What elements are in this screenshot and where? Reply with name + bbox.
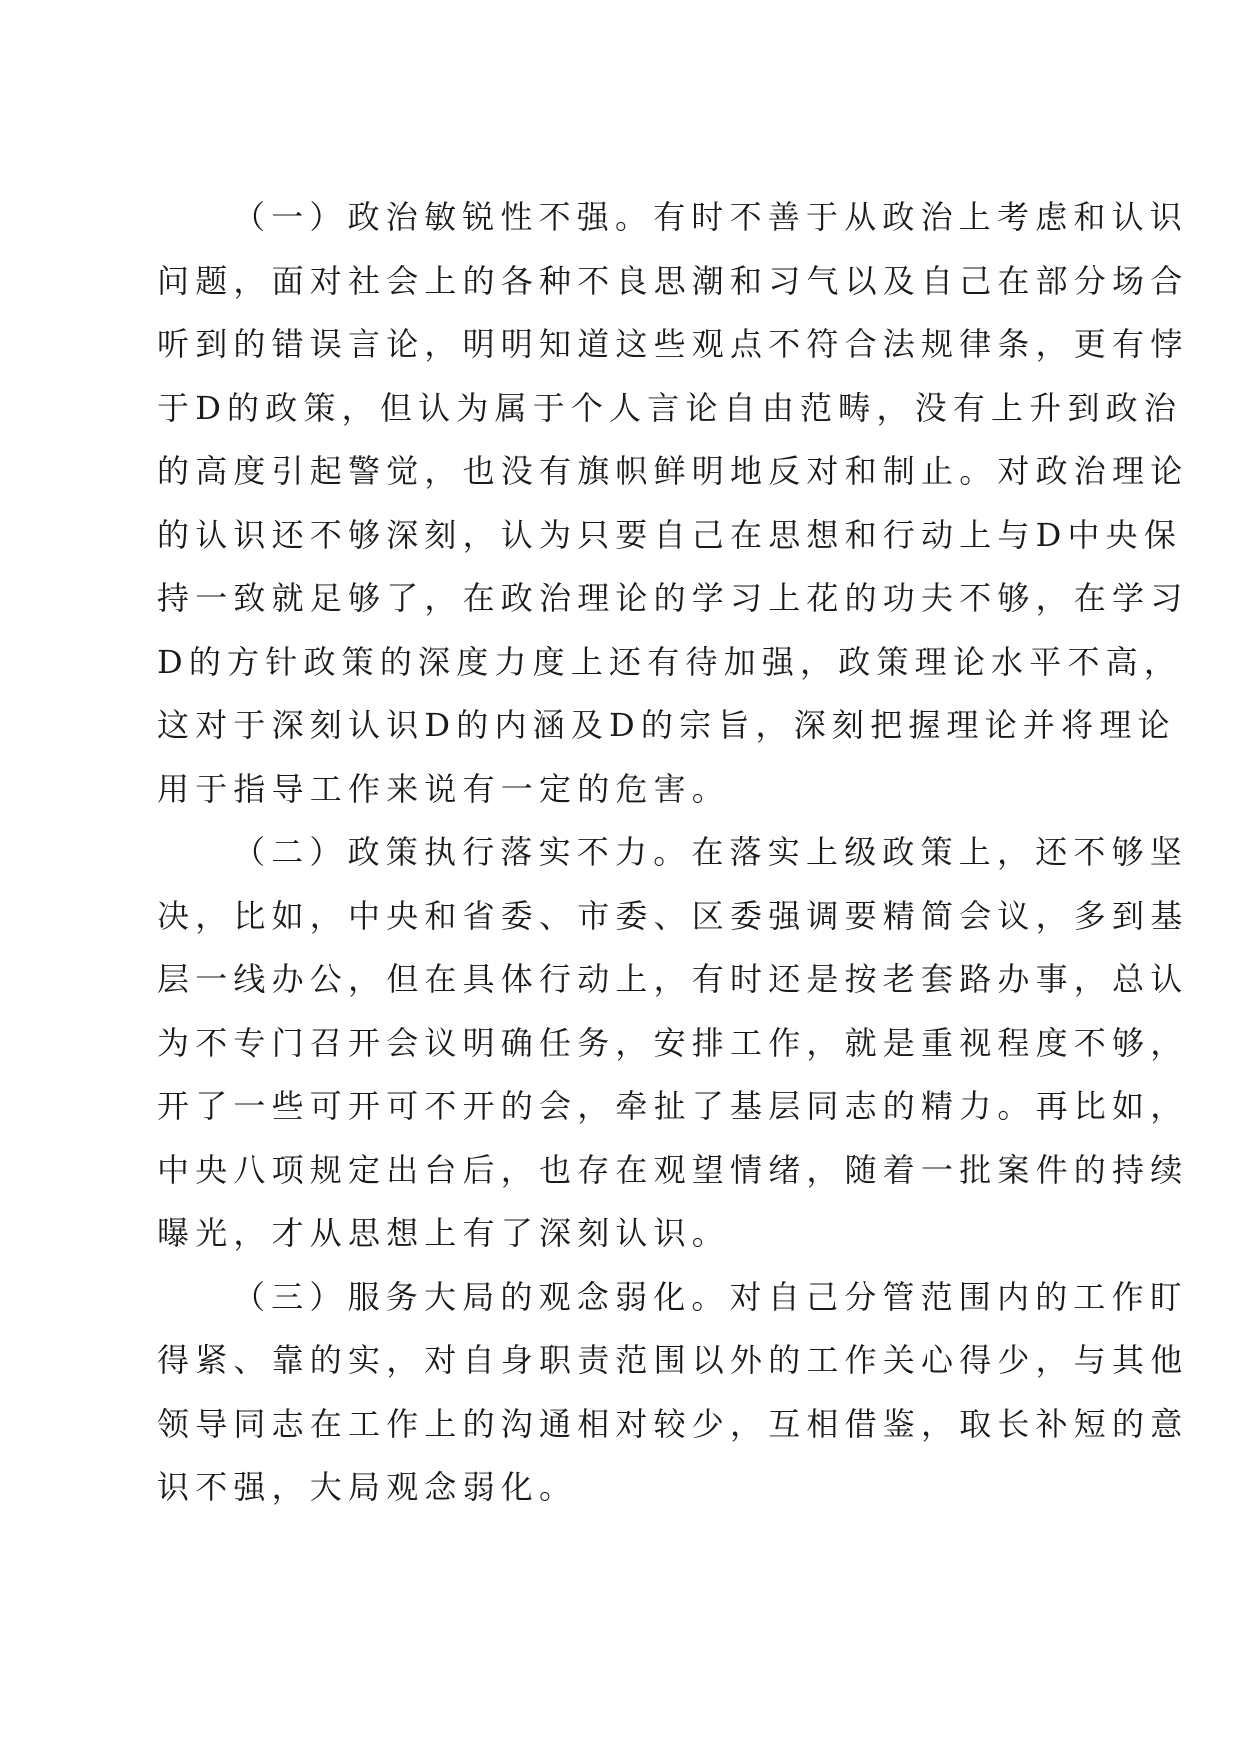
paragraph-line: 得紧、靠的实，对自身职责范围以外的工作关心得少，与其他 xyxy=(157,1341,1189,1379)
paragraph-line: 识不强，大局观念弱化。 xyxy=(157,1468,578,1506)
paragraph-line: 中央八项规定出台后，也存在观望情绪，随着一批案件的持续 xyxy=(157,1150,1189,1189)
paragraph-line: 于D的政策，但认为属于个人言论自由范畴，没有上升到政治 xyxy=(157,388,1183,427)
paragraph-line: D的方针政策的深度力度上还有待加强，政策理论水平不高， xyxy=(157,642,1183,681)
document-body xyxy=(157,186,1189,1520)
paragraph-line: 持一致就足够了，在政治理论的学习上花的功夫不够，在学习 xyxy=(157,579,1189,617)
paragraph-line: 的认识还不够深刻，认为只要自己在思想和行动上与D中央保 xyxy=(157,515,1183,554)
paragraph-line: 这对于深刻认识D的内涵及D的宗旨，深刻把握理论并将理论 xyxy=(157,706,1176,744)
paragraph-line: （二）政策执行落实不力。在落实上级政策上，还不够坚 xyxy=(233,833,1189,871)
paragraph-overall-view xyxy=(157,1266,1189,1520)
paragraph-line: 问题，面对社会上的各种不良思潮和习气以及自己在部分场合 xyxy=(157,261,1189,300)
paragraph-line: 用于指导工作来说有一定的危害。 xyxy=(157,769,731,808)
paragraph-line: 领导同志在工作上的沟通相对较少，互相借鉴，取长补短的意 xyxy=(157,1404,1189,1443)
paragraph-line: 听到的错误言论，明明知道这些观点不符合法规律条，更有悖 xyxy=(157,325,1189,363)
paragraph-line: （三）服务大局的观念弱化。对自己分管范围内的工作盯 xyxy=(233,1277,1189,1316)
paragraph-line: 开了一些可开可不开的会，牵扯了基层同志的精力。再比如， xyxy=(157,1087,1189,1125)
paragraph-line: （一）政治敏锐性不强。有时不善于从政治上考虑和认识 xyxy=(233,198,1189,236)
paragraph-line: 曝光，才从思想上有了深刻认识。 xyxy=(157,1214,731,1252)
paragraph-line: 的高度引起警觉，也没有旗帜鲜明地反对和制止。对政治理论 xyxy=(157,452,1189,490)
paragraph-line: 为不专门召开会议明确任务，安排工作，就是重视程度不够， xyxy=(157,1023,1189,1062)
paragraph-political-sensitivity xyxy=(157,186,1189,821)
paragraph-policy-execution xyxy=(157,821,1189,1266)
paragraph-line: 决，比如，中央和省委、市委、区委强调要精简会议，多到基 xyxy=(157,896,1189,935)
paragraph-line: 层一线办公，但在具体行动上，有时还是按老套路办事，总认 xyxy=(157,960,1189,998)
